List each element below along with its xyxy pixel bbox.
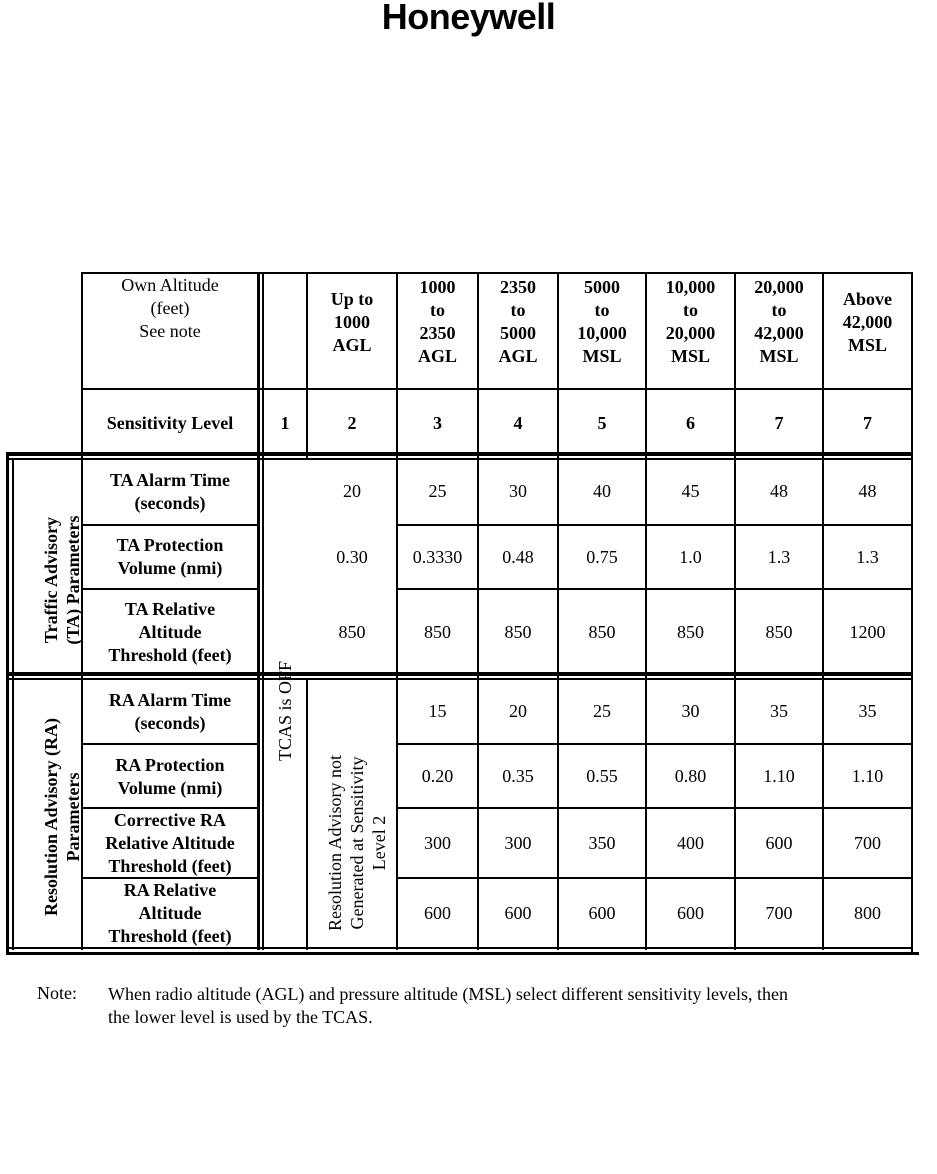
table-cell-value: 850 (677, 622, 704, 642)
altitude-column-header: 2350 to 5000 AGL (498, 277, 538, 366)
sensitivity-level-value: 7 (774, 413, 784, 433)
sensitivity-level-value: 1 (280, 413, 290, 433)
sensitivity-level-value: 4 (513, 413, 523, 433)
table-cell-value: 35 (858, 701, 877, 721)
see-note-text: See note (139, 321, 201, 341)
altitude-column-header: Above 42,000 MSL (842, 288, 893, 355)
note-text: When radio altitude (AGL) and pressure altitude (MSL) select different sensitivity levels, then the lower level is used by the TCAS. (108, 984, 788, 1027)
table-cell-value: 0.80 (674, 766, 707, 786)
table-cell-value: 48 (770, 481, 788, 501)
altitude-column-header: 10,000 to 20,000 MSL (665, 277, 716, 366)
table-cell-value: 0.48 (502, 546, 534, 567)
grid-line (6, 952, 919, 955)
table-cell-value: 600 (588, 902, 616, 923)
altitude-column-header: Up to 1000 AGL (330, 288, 374, 355)
note-label: Note: (37, 983, 77, 1003)
sensitivity-level-value: 6 (686, 413, 695, 433)
table-cell-value: 0.20 (421, 766, 454, 786)
table-cell-value: 0.55 (586, 766, 618, 786)
altitude-column-header: 20,000 to 42,000 MSL (754, 277, 804, 366)
tcas-off-label: TCAS is OFF (275, 660, 295, 762)
parameter-label: TA Protection Volume (nmi) (116, 535, 224, 578)
altitude-column-header (264, 276, 306, 368)
table-cell-value: 40 (593, 481, 611, 501)
ta-parameters-group-label: Traffic Advisory (TA) Parameters (41, 515, 83, 645)
sensitivity-level-value: 5 (597, 413, 607, 433)
sensitivity-level-value: 7 (863, 413, 872, 433)
table-cell-value: 20 (509, 701, 527, 721)
grid-line (306, 678, 308, 950)
table-cell-value: 300 (424, 832, 451, 853)
table-cell-value: 850 (765, 622, 793, 642)
table-cell-value: 350 (588, 832, 616, 853)
table-cell-value: 35 (770, 701, 788, 721)
table-cell-value: 0.35 (502, 766, 534, 786)
honeywell-logo: Honeywell (381, 0, 556, 37)
table-cell-value: 400 (677, 832, 704, 853)
table-cell-value: 48 (858, 481, 877, 501)
table-cell-value: 300 (504, 832, 532, 853)
table-cell-value: 1200 (849, 622, 886, 642)
table-cell-value: 850 (424, 622, 451, 642)
parameter-label: RA Protection Volume (nmi) (115, 754, 225, 798)
table-cell-value: 1.0 (679, 546, 702, 567)
table-cell-value: 850 (588, 622, 616, 642)
table-cell-value: 1.10 (763, 766, 795, 786)
table-cell-value: 1.10 (851, 766, 884, 786)
parameter-label: RA Alarm Time (seconds) (108, 689, 232, 733)
table-cell-value: 0.30 (336, 546, 368, 567)
grid-line (6, 452, 9, 955)
table-cell-value: 25 (428, 481, 447, 501)
table-cell-value: 850 (338, 622, 366, 642)
table-cell-value: 30 (681, 701, 700, 721)
table-cell-value: 30 (509, 481, 527, 501)
table-cell-value: 20 (343, 481, 361, 501)
grid-line (911, 272, 913, 955)
own-altitude-header: Own Altitude (feet) (121, 275, 219, 318)
grid-line (262, 272, 264, 950)
sensitivity-level-value: 3 (433, 413, 442, 433)
table-cell-value: 700 (765, 902, 793, 923)
table-cell-value: 800 (854, 902, 881, 923)
altitude-column-header: 1000 to 2350 AGL (417, 277, 457, 366)
sensitivity-level-header: Sensitivity Level (106, 413, 234, 433)
table-cell-value: 600 (677, 902, 704, 923)
grid-line (81, 388, 912, 390)
ra-parameters-group-label: Resolution Advisory (RA) Parameters (41, 718, 83, 917)
table-cell-value: 600 (424, 902, 451, 923)
grid-line (12, 458, 14, 950)
table-cell-value: 45 (681, 481, 700, 501)
parameter-label: TA Relative Altitude Threshold (feet) (108, 599, 232, 665)
table-cell-value: 25 (593, 701, 611, 721)
table-cell-value: 600 (765, 832, 793, 853)
altitude-column-header: 5000 to 10,000 MSL (577, 277, 627, 366)
parameter-label: TA Alarm Time (seconds) (109, 469, 230, 513)
table-cell-value: 1.3 (856, 546, 879, 567)
parameter-label: RA Relative Altitude Threshold (feet) (108, 879, 232, 946)
table-cell-value: 0.3330 (412, 546, 463, 567)
table-cell-value: 850 (504, 622, 532, 642)
table-cell-value: 1.3 (767, 546, 791, 567)
parameter-label: Corrective RA Relative Altitude Threshold (feet) (105, 809, 235, 876)
table-cell-value: 0.75 (586, 546, 618, 567)
table-cell-value: 600 (504, 902, 532, 923)
table-cell-value: 700 (854, 832, 881, 853)
sensitivity-level-value: 2 (347, 413, 357, 433)
table-cell-value: 15 (428, 701, 447, 721)
ra-not-generated-label: Resolution Advisory not Generated at Sensitivity Level 2 (325, 755, 389, 932)
